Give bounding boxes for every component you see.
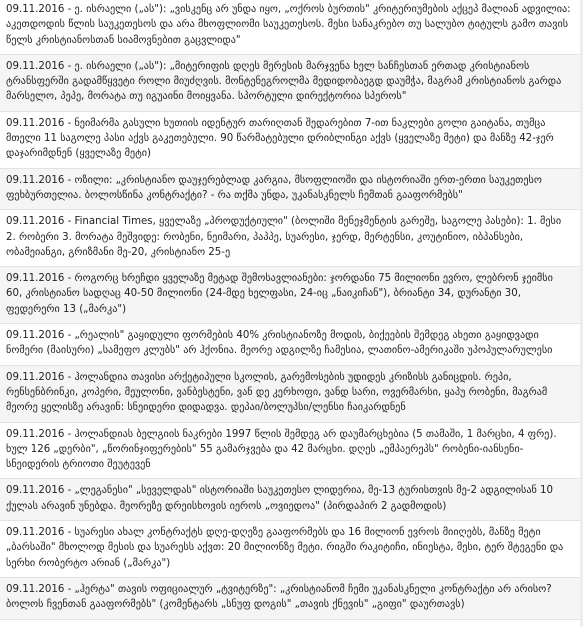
news-item: 09.11.2016 - როგორც ხრეჩდი ყველაზე მეტად შემოსავლიანები: ჯორდანი 75 მილიონი ევრო, ლებრონ ჯეიმსი 60, კრისტიანო სადღაც 40-50 მილიონი (24-მდე ხელფასი, 24-იც „ნაიკიჩან"), ბრიანტი 34, დურანტი 30, ფედერერი 13 („მარკა") — [0, 267, 583, 324]
news-item: 09.11.2016 - „რეალის" გაყიდული ფორმების 40% კრისტიანოზე მოდის, ბიქეების შემდეგ ახეთი გაყიდვადი ნომერი (მაისური) „სამეფო კლუბს" არ ჰქონია. მეორე ადგილზე ჩამესია, ლათინო-ამერიკაში უპოპულარულესი — [0, 324, 583, 366]
news-item: 09.11.2016 - სუარესი ახალ კონტრაქტს დღე-დღეზე გააფორმებს და 16 მილიონ ევროს მიიღებს, მანზე მეტი „ბარსაში" მხოლოდ მესის და სუარესს აქვთ: 20 მილიონზე მეტი. რიგში რაკიტიჩი, ინიესტა, მესი, ტერ შტეგენი და სერხი რობერტო არიან („მარკა") — [0, 521, 583, 578]
news-item: 09.11.2016 - ე. ისრაელი („ას"): „მიტერიფის დღეს მერესის მარჯვენა ხელ სანჩესთან ერთად კრისტიანოს ტრანსფერში გადამწყვეტი როლი მიუძღვის. მონტენეგროლმა მედიდობაეგდ დაუმჭა, მაგრამ კრისტიანოს გარდა მარსელო, პეპე, მორატა თუ იგუაინი მოიყვანა. სპორტული დირექტორია სპეროს" — [0, 55, 583, 112]
news-item: 09.11.2016 - ნეიმარმა გასული ხუთიის იდენტურ თარიღთან შედარებით 7-ით ნაკლები გოლი გაიტანა, თუმცა მთელი 11 საგოლე პასი აქვს გაკეთებული. 90 წარმატებული დრიბლინგი აქვს (ყველაზე მეტი) და მანზე 42-ჯერ დაჯარიმდნენ (ყველაზე მეტი) — [0, 112, 583, 169]
news-item: 09.11.2016 - ჰოლანდიას ბელგიის ნაკრები 1997 წლის შემდეგ არ დაუმარცხებია (5 თამაში, 1 მარცხი, 4 ფრე). ხულ 126 „დერბი", „წორინჯიფერების" 55 გამარჯვება და 42 მარცხი. დღეს „ემპაერეპს" რობენი-იანსენი-სნეიდერის ტრიოთი შეუტევენ — [0, 423, 583, 480]
news-item: 09.11.2016 - ოზილი: „კრისტიანო დაუჯერებლად კარგია, მსოფლიოში და ისტორიაში ერთ-ერთი საუკეთესო ფეხბურთელია. ბოლოსწინა კონტრაქტი? - რა თქმა უნდა, უკანასკნელს ჩემთან გააფორმებს" — [0, 169, 583, 211]
news-item: 09.11.2016 - „ლეგანესი" „სეველდას" ისტორიაში საუკეთესო ლიდერია, მე-13 ტურისთვის მე-2 ადგილისან 10 ქულას არავინ უნებდა. მეორეზე დრეისხოვის იეროს „ოვიედოა" (პირდაპირ 2 გადმოდის) — [0, 479, 583, 521]
news-item: 09.11.2016 - ე. ისრაელი („ას"): „ვისკენც არ უნდა იყო, „ოქროს ბურთის" კრიტერიუმების აქცეპ მალიან ადვილია: აკეთდოდის წლის საუკეთესოს და არა მხოფლიომი საუკეთესოს. მესი სანაკრებო თუ სალუბო ტიტულს გამო თავის წელს კრისტიანოსთან სიამოვნებით გაცვლიდა" — [0, 0, 583, 55]
news-item: 09.11.2016 - ჰოლანდია თავისი არქეტიპული სკოლის, გარემოსების უდიდეს კრიზისს განიცდის. რეპი, რენსენბრინკი, კოპერი, მეულონი, ვანბესტენი, ვან დე კერხოფი, ვანდ სარი, ოვერმარსი, ყაპუ რობენი, მაგრამ მეორე ყელისზე არავინ: სნეიდერი დიდადვა. დეპაი/ბოლუპსი/ლენსი ჩაიკარდნენ — [0, 366, 583, 423]
news-item: 09.11.2016 - „ჰერტა" თავის ოფიციალურ „ტვიტერზე": „კრისტიანომ ჩემი უკანასკნელი კონტრაქტი არ არისო? ბოლოს ჩვენთან გააფორმებს" (კომენტარს „სნუფ დოგის" „თავის ქნევის" „გიფი" დაურთავს) — [0, 578, 583, 620]
news-item: 09.11.2016 - Financial Times, ყველაზე „პროდუქტიული" (ბოლიში მენეჯმენტის გარეშე, საგოლე პასები): 1. მესი 2. რობერი 3. მორატა მეშვიდე: რობენი, ნეიმარი, პაპპე, სუარესი, ჯერდ, მერტენსი, კოუტინიო, იბპანსები, ობამეიანგი, გრიზმანი მე-20, კრისტიანო 25-ე — [0, 210, 583, 267]
